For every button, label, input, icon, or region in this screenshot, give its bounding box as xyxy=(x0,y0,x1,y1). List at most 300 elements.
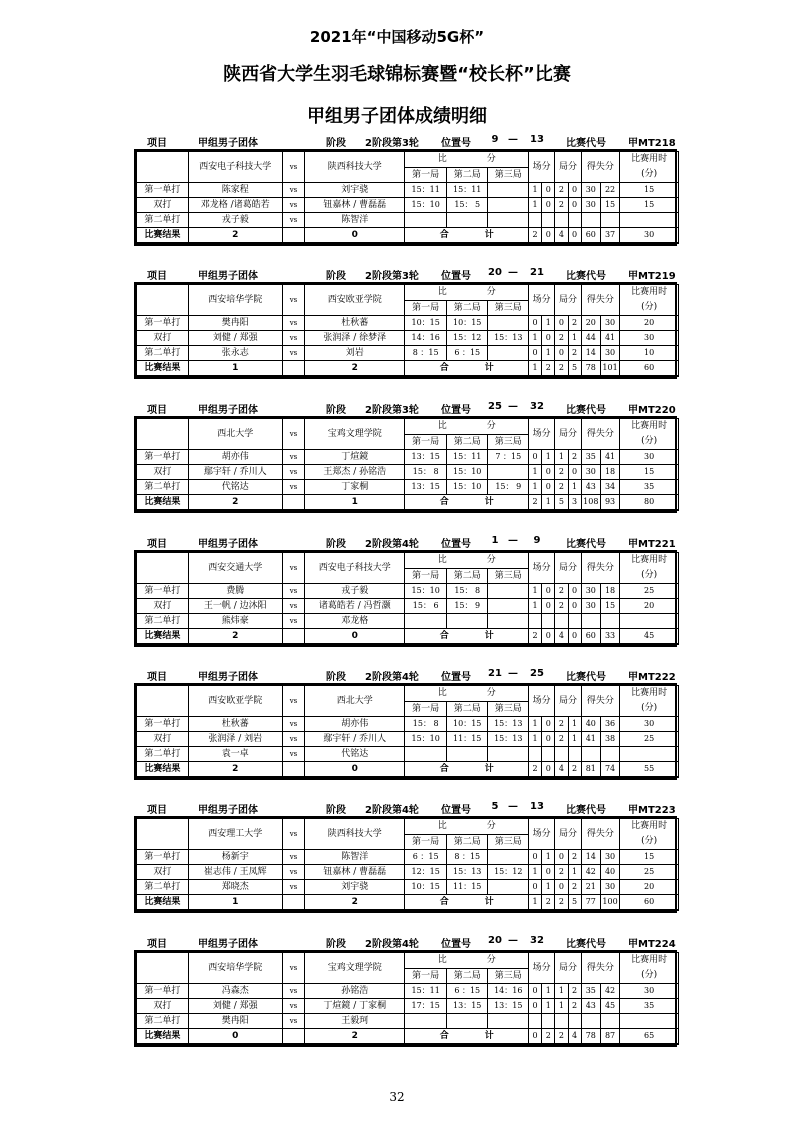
result-vs-blank xyxy=(282,228,304,244)
time-cell: 30 xyxy=(620,984,679,999)
position-dash: — xyxy=(508,668,518,679)
stat-cell: 1 xyxy=(542,984,555,999)
game1-score: 15：10 xyxy=(405,732,447,747)
game1-score: 15：10 xyxy=(405,584,447,599)
position-b: 13 xyxy=(530,134,544,145)
result-vs-blank xyxy=(282,361,304,377)
time-cell: 15 xyxy=(620,850,679,865)
game3-score: 13：15 xyxy=(488,999,529,1014)
stage-label: 阶段 xyxy=(326,805,346,816)
item-label: 项目 xyxy=(147,271,167,282)
stage-label: 阶段 xyxy=(326,405,346,416)
time-cell xyxy=(620,213,679,228)
stat-cell: 2 xyxy=(555,198,568,213)
game2-header: 第二局 xyxy=(446,300,488,316)
stat-cell: 30 xyxy=(600,346,619,361)
match-code: 甲MT222 xyxy=(628,672,676,683)
stat-cell: 1 xyxy=(529,331,542,346)
stat-cell: 43 xyxy=(581,480,600,495)
game-row xyxy=(137,614,679,629)
stat-cell: 21 xyxy=(581,880,600,895)
match-header xyxy=(134,266,677,284)
game-label: 第一单打 xyxy=(137,584,189,599)
stat-cell: 0 xyxy=(542,865,555,880)
player-b: 丁家桐 xyxy=(305,480,405,495)
player-b: 陈智洋 xyxy=(305,213,405,228)
game-row xyxy=(137,213,679,228)
game3-score xyxy=(488,614,529,629)
stat-cell: 0 xyxy=(555,880,568,895)
time-cell xyxy=(620,614,679,629)
vs-label: vs xyxy=(282,999,304,1014)
game2-score: 11：15 xyxy=(446,732,488,747)
total-label xyxy=(405,1029,529,1045)
vs-label: vs xyxy=(282,584,304,599)
result-team-b: 0 xyxy=(305,762,405,778)
position-b: 32 xyxy=(530,401,544,412)
vs-label: vs xyxy=(282,614,304,629)
game-row xyxy=(137,450,679,465)
match-points-header: 场分 xyxy=(529,152,555,183)
match-table xyxy=(136,685,679,778)
game2-header: 第二局 xyxy=(446,167,488,183)
time-header xyxy=(620,953,679,984)
match-code-label: 比赛代号 xyxy=(566,138,606,149)
game2-score: 15： 5 xyxy=(446,198,488,213)
game3-score xyxy=(488,850,529,865)
player-a: 鄢宇轩 / 乔川人 xyxy=(188,465,282,480)
score-header-bi: 比 xyxy=(437,688,447,699)
match-points-header: 场分 xyxy=(529,419,555,450)
game3-score xyxy=(488,880,529,895)
stat-cell: 30 xyxy=(581,599,600,614)
team-b-name: 宝鸡文理学院 xyxy=(305,419,405,450)
game3-score xyxy=(488,599,529,614)
stat-cell: 1 xyxy=(529,584,542,599)
game3-score: 15：13 xyxy=(488,717,529,732)
game2-header: 第二局 xyxy=(446,968,488,984)
total-stat: 2 xyxy=(568,762,581,778)
round-label: 2阶段第3轮 xyxy=(365,405,419,416)
stat-cell xyxy=(600,213,619,228)
result-vs-blank xyxy=(282,629,304,645)
vs-label: vs xyxy=(282,152,304,183)
stat-cell: 1 xyxy=(529,717,542,732)
team-b-name: 西安欧亚学院 xyxy=(305,285,405,316)
game-label: 双打 xyxy=(137,999,189,1014)
result-label: 比赛结果 xyxy=(137,1029,189,1045)
blank-cell xyxy=(137,553,189,584)
total-stat: 0 xyxy=(542,228,555,244)
player-b: 钮嘉林 / 曹磊磊 xyxy=(305,865,405,880)
total-he: 合 xyxy=(439,363,449,373)
stat-cell xyxy=(555,213,568,228)
total-stat: 1 xyxy=(529,361,542,377)
round-label: 2阶段第4轮 xyxy=(365,805,419,816)
result-team-a: 2 xyxy=(188,629,282,645)
stat-cell: 40 xyxy=(581,717,600,732)
time-cell: 35 xyxy=(620,480,679,495)
score-header xyxy=(405,686,529,702)
time-header-line1: 比赛用时 xyxy=(631,555,668,565)
vs-label: vs xyxy=(282,480,304,495)
stat-cell xyxy=(542,747,555,762)
game-row xyxy=(137,747,679,762)
item-label: 项目 xyxy=(147,539,167,550)
result-row xyxy=(137,1029,679,1045)
total-he: 合 xyxy=(439,230,449,240)
player-a: 杨新宇 xyxy=(188,850,282,865)
game1-score xyxy=(405,747,447,762)
total-time: 65 xyxy=(620,1029,679,1045)
result-row xyxy=(137,495,679,511)
game-label: 第二单打 xyxy=(137,213,189,228)
game-label: 第一单打 xyxy=(137,450,189,465)
player-b: 鄢宇轩 / 乔川人 xyxy=(305,732,405,747)
player-a: 冯森杰 xyxy=(188,984,282,999)
stat-cell xyxy=(568,747,581,762)
total-label xyxy=(405,495,529,511)
total-stat: 37 xyxy=(600,228,619,244)
game-label: 第一单打 xyxy=(137,316,189,331)
player-b: 孙铭浩 xyxy=(305,984,405,999)
game1-score: 15： 6 xyxy=(405,599,447,614)
player-a: 熊炜豪 xyxy=(188,614,282,629)
stat-cell: 2 xyxy=(568,316,581,331)
group-label: 甲组男子团体 xyxy=(198,805,258,816)
game-row xyxy=(137,316,679,331)
stat-cell: 1 xyxy=(529,183,542,198)
total-stat: 4 xyxy=(555,629,568,645)
stat-cell: 1 xyxy=(568,717,581,732)
round-label: 2阶段第4轮 xyxy=(365,939,419,950)
total-time: 45 xyxy=(620,629,679,645)
stat-cell: 43 xyxy=(581,999,600,1014)
vs-label: vs xyxy=(282,850,304,865)
vs-label: vs xyxy=(282,865,304,880)
stat-cell: 0 xyxy=(529,346,542,361)
match-code: 甲MT220 xyxy=(628,405,676,416)
vs-label: vs xyxy=(282,953,304,984)
vs-label: vs xyxy=(282,285,304,316)
team-a-name: 西安理工大学 xyxy=(188,819,282,850)
time-header-line2: (分) xyxy=(641,169,658,179)
stat-cell: 18 xyxy=(600,584,619,599)
total-label xyxy=(405,361,529,377)
stat-cell: 41 xyxy=(600,450,619,465)
time-header-line1: 比赛用时 xyxy=(631,421,668,431)
game-label: 第二单打 xyxy=(137,346,189,361)
score-header-fen: 分 xyxy=(486,821,496,832)
vs-label: vs xyxy=(282,553,304,584)
game-label: 第二单打 xyxy=(137,1014,189,1029)
game-points-header: 局分 xyxy=(555,953,581,984)
game1-score: 14：16 xyxy=(405,331,447,346)
game3-score: 14：16 xyxy=(488,984,529,999)
total-stat: 78 xyxy=(581,361,600,377)
time-header-line2: (分) xyxy=(641,970,658,980)
stat-cell: 0 xyxy=(529,999,542,1014)
result-vs-blank xyxy=(282,495,304,511)
score-header-fen: 分 xyxy=(486,555,496,566)
player-a: 代铭达 xyxy=(188,480,282,495)
score-header xyxy=(405,152,529,168)
position-a: 21 xyxy=(488,668,502,679)
stat-cell xyxy=(568,213,581,228)
player-b: 王毅珂 xyxy=(305,1014,405,1029)
stat-cell: 2 xyxy=(568,999,581,1014)
game-row xyxy=(137,850,679,865)
stat-cell: 0 xyxy=(568,198,581,213)
stat-cell: 35 xyxy=(581,450,600,465)
time-header xyxy=(620,553,679,584)
game3-header: 第三局 xyxy=(488,300,529,316)
total-stat: 0 xyxy=(568,228,581,244)
time-header-line2: (分) xyxy=(641,703,658,713)
score-header-fen: 分 xyxy=(486,154,496,165)
player-a: 邓龙格 /诸葛皓若 xyxy=(188,198,282,213)
result-vs-blank xyxy=(282,895,304,911)
result-team-a: 1 xyxy=(188,361,282,377)
total-ji: 计 xyxy=(484,230,494,240)
stat-cell: 2 xyxy=(555,599,568,614)
game-row xyxy=(137,183,679,198)
game2-score: 15： 9 xyxy=(446,599,488,614)
position-dash: — xyxy=(508,935,518,946)
time-cell xyxy=(620,1014,679,1029)
vs-label: vs xyxy=(282,984,304,999)
blank-cell xyxy=(137,152,189,183)
player-b: 刘岩 xyxy=(305,346,405,361)
game1-header: 第一局 xyxy=(405,568,447,584)
stat-cell: 0 xyxy=(542,584,555,599)
stat-cell: 1 xyxy=(542,850,555,865)
stat-cell xyxy=(581,213,600,228)
total-label xyxy=(405,228,529,244)
vs-label: vs xyxy=(282,465,304,480)
total-label xyxy=(405,762,529,778)
points-header: 得失分 xyxy=(581,419,619,450)
time-header-line2: (分) xyxy=(641,302,658,312)
stat-cell: 1 xyxy=(568,732,581,747)
game1-score: 10：15 xyxy=(405,316,447,331)
player-a: 崔志伟 / 王凤辉 xyxy=(188,865,282,880)
player-a: 陈家程 xyxy=(188,183,282,198)
stat-cell: 2 xyxy=(555,584,568,599)
total-stat: 2 xyxy=(529,762,542,778)
match-header xyxy=(134,934,677,952)
result-team-a: 0 xyxy=(188,1029,282,1045)
player-a: 胡亦伟 xyxy=(188,450,282,465)
stat-cell: 1 xyxy=(568,865,581,880)
total-ji: 计 xyxy=(484,363,494,373)
result-row xyxy=(137,361,679,377)
time-header-line1: 比赛用时 xyxy=(631,287,668,297)
game1-score: 15：11 xyxy=(405,984,447,999)
stat-cell: 38 xyxy=(600,732,619,747)
total-stat: 0 xyxy=(568,629,581,645)
total-stat: 2 xyxy=(529,228,542,244)
stat-cell: 30 xyxy=(600,316,619,331)
total-stat: 2 xyxy=(555,1029,568,1045)
stat-cell: 14 xyxy=(581,850,600,865)
score-header-bi: 比 xyxy=(437,955,447,966)
position-b: 9 xyxy=(533,535,541,546)
game-row xyxy=(137,599,679,614)
game-points-header: 局分 xyxy=(555,819,581,850)
game-row xyxy=(137,732,679,747)
time-cell: 15 xyxy=(620,465,679,480)
total-ji: 计 xyxy=(484,897,494,907)
stat-cell: 2 xyxy=(568,880,581,895)
match-block xyxy=(134,266,677,379)
blank-cell xyxy=(137,819,189,850)
game-label: 第一单打 xyxy=(137,183,189,198)
total-label xyxy=(405,629,529,645)
game1-header: 第一局 xyxy=(405,968,447,984)
stat-cell: 1 xyxy=(542,880,555,895)
total-stat: 3 xyxy=(568,495,581,511)
total-time: 30 xyxy=(620,228,679,244)
position-label: 位置号 xyxy=(441,672,471,683)
score-header-fen: 分 xyxy=(486,688,496,699)
game1-header: 第一局 xyxy=(405,834,447,850)
result-row xyxy=(137,228,679,244)
total-stat: 0 xyxy=(529,1029,542,1045)
total-ji: 计 xyxy=(484,631,494,641)
stat-cell: 2 xyxy=(555,480,568,495)
team-b-name: 西安电子科技大学 xyxy=(305,553,405,584)
stat-cell: 30 xyxy=(581,584,600,599)
total-ji: 计 xyxy=(484,764,494,774)
position-a: 1 xyxy=(491,535,499,546)
item-label: 项目 xyxy=(147,138,167,149)
game1-score: 17：15 xyxy=(405,999,447,1014)
player-b: 刘宇骁 xyxy=(305,183,405,198)
item-label: 项目 xyxy=(147,672,167,683)
game3-score xyxy=(488,584,529,599)
total-he: 合 xyxy=(439,897,449,907)
total-stat: 1 xyxy=(542,495,555,511)
match-block xyxy=(134,934,677,1047)
stat-cell: 0 xyxy=(568,183,581,198)
player-a: 王一帆 / 边沐阳 xyxy=(188,599,282,614)
total-stat: 77 xyxy=(581,895,600,911)
team-a-name: 西安欧亚学院 xyxy=(188,686,282,717)
game2-score xyxy=(446,614,488,629)
game1-score: 15： 8 xyxy=(405,465,447,480)
game-row xyxy=(137,480,679,495)
total-time: 60 xyxy=(620,361,679,377)
time-cell: 20 xyxy=(620,880,679,895)
result-team-b: 2 xyxy=(305,895,405,911)
match-table xyxy=(136,284,679,377)
total-stat: 93 xyxy=(600,495,619,511)
time-cell: 20 xyxy=(620,316,679,331)
vs-label: vs xyxy=(282,346,304,361)
stat-cell: 2 xyxy=(568,450,581,465)
stat-cell: 30 xyxy=(600,850,619,865)
game-label: 第一单打 xyxy=(137,984,189,999)
player-a: 张永志 xyxy=(188,346,282,361)
match-code-label: 比赛代号 xyxy=(566,271,606,282)
item-label: 项目 xyxy=(147,405,167,416)
stat-cell xyxy=(568,1014,581,1029)
result-team-b: 2 xyxy=(305,1029,405,1045)
stat-cell: 1 xyxy=(568,480,581,495)
game3-header: 第三局 xyxy=(488,968,529,984)
game-points-header: 局分 xyxy=(555,285,581,316)
game3-header: 第三局 xyxy=(488,434,529,450)
stat-cell: 2 xyxy=(555,717,568,732)
total-stat: 74 xyxy=(600,762,619,778)
game2-score: 6 ：15 xyxy=(446,346,488,361)
game1-score: 15： 8 xyxy=(405,717,447,732)
player-b: 张润泽 / 徐梦泽 xyxy=(305,331,405,346)
result-label: 比赛结果 xyxy=(137,495,189,511)
game-row xyxy=(137,1014,679,1029)
stat-cell: 41 xyxy=(581,732,600,747)
blank-cell xyxy=(137,285,189,316)
game-label: 双打 xyxy=(137,599,189,614)
time-header-line2: (分) xyxy=(641,570,658,580)
round-label: 2阶段第3轮 xyxy=(365,271,419,282)
time-cell: 25 xyxy=(620,732,679,747)
game2-score: 15：10 xyxy=(446,480,488,495)
match-points-header: 场分 xyxy=(529,553,555,584)
stat-cell: 1 xyxy=(529,480,542,495)
position-a: 9 xyxy=(491,134,499,145)
stat-cell xyxy=(568,614,581,629)
stat-cell: 0 xyxy=(542,599,555,614)
time-cell: 10 xyxy=(620,346,679,361)
player-a: 费腾 xyxy=(188,584,282,599)
score-header-fen: 分 xyxy=(486,955,496,966)
game-row xyxy=(137,584,679,599)
total-stat: 2 xyxy=(529,495,542,511)
time-cell: 25 xyxy=(620,584,679,599)
total-stat: 2 xyxy=(555,361,568,377)
stat-cell: 0 xyxy=(555,316,568,331)
stat-cell: 1 xyxy=(529,865,542,880)
team-a-name: 西安培华学院 xyxy=(188,953,282,984)
total-stat: 0 xyxy=(542,629,555,645)
stat-cell: 14 xyxy=(581,346,600,361)
score-header-fen: 分 xyxy=(486,287,496,298)
score-header xyxy=(405,953,529,969)
points-header: 得失分 xyxy=(581,285,619,316)
stat-cell: 45 xyxy=(600,999,619,1014)
time-cell: 35 xyxy=(620,999,679,1014)
game-row xyxy=(137,880,679,895)
stat-cell: 30 xyxy=(581,183,600,198)
group-label: 甲组男子团体 xyxy=(198,939,258,950)
blank-cell xyxy=(137,953,189,984)
total-stat: 2 xyxy=(555,895,568,911)
stat-cell: 2 xyxy=(555,331,568,346)
total-stat: 1 xyxy=(529,895,542,911)
stat-cell xyxy=(529,747,542,762)
match-code: 甲MT218 xyxy=(628,138,676,149)
vs-label: vs xyxy=(282,599,304,614)
game3-score xyxy=(488,316,529,331)
time-cell: 15 xyxy=(620,198,679,213)
result-team-a: 2 xyxy=(188,228,282,244)
stat-cell: 20 xyxy=(581,316,600,331)
player-a: 刘健 / 郑强 xyxy=(188,331,282,346)
game-points-header: 局分 xyxy=(555,553,581,584)
stat-cell: 30 xyxy=(600,880,619,895)
